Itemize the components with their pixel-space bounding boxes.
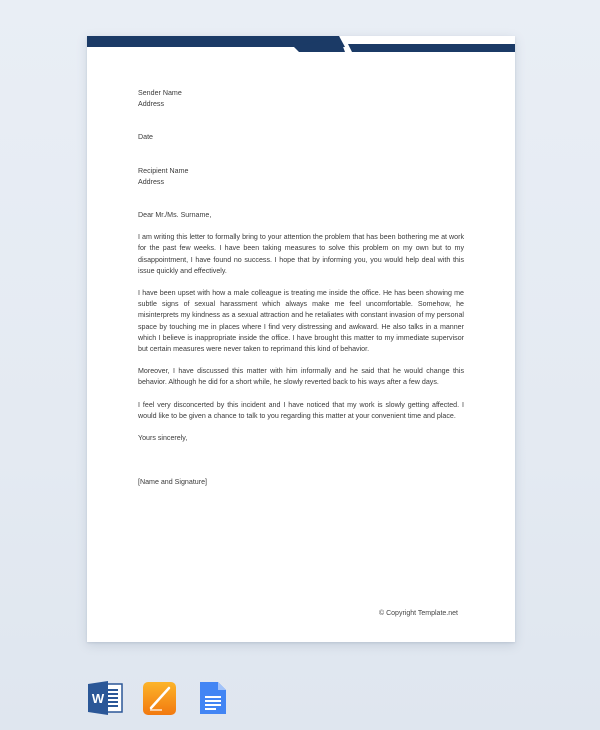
header-decoration	[87, 36, 515, 54]
paragraph-4: I feel very disconcerted by this incident and I have noticed that my work is slowly getting affected. I would like to be given a chance to talk to you regarding this matter at your convenient time and place.	[138, 400, 464, 420]
salutation: Dear Mr./Ms. Surname,	[138, 211, 212, 220]
sender-name: Sender Name	[138, 89, 182, 97]
sender-address: Address	[138, 100, 165, 109]
letter-body	[138, 88, 464, 488]
letter-page	[87, 36, 515, 642]
date: Date	[138, 133, 153, 142]
paragraph-2: I have been upset with how a male colleague is treating me inside the office. He has been showing me subtle signs of sexual harassment which always make me feel uncomfortable. Somehow, he misinterprets my kindness as a sexual attraction and he retaliates with constant invasion of my personal space by touching me in places where I find very distressing and awkward. He also talks in a manner which I believe is inappropriate inside the office. I have brought this matter to my immediate supervisor but certain measures were never taken to reprimand this kind of behavior.	[138, 289, 464, 354]
signature: [Name and Signature]	[138, 478, 208, 487]
paragraph-1: I am writing this letter to formally bring to your attention the problem that has been bothering me at work for the past few weeks. I have been taking measures to solve this problem on my own but to my disappointment, I have found no success. I hope that by informing you, you would help deal with this issue quickly and effectively.	[138, 233, 464, 275]
word-icon[interactable]	[88, 680, 124, 716]
svg-text:W: W	[91, 691, 105, 706]
pages-icon[interactable]	[142, 680, 178, 716]
recipient-name: Recipient Name	[138, 166, 189, 175]
paragraph-3: Moreover, I have discussed this matter with him informally and he said that he would change this behavior. Although he did for a short while, he slowly reverted back to his ways after a few days.	[138, 367, 464, 387]
recipient-address: Address	[138, 177, 165, 186]
google-docs-icon[interactable]	[198, 680, 228, 716]
closing: Yours sincerely,	[138, 434, 188, 443]
copyright-notice: © Copyright Template.net	[379, 610, 458, 617]
